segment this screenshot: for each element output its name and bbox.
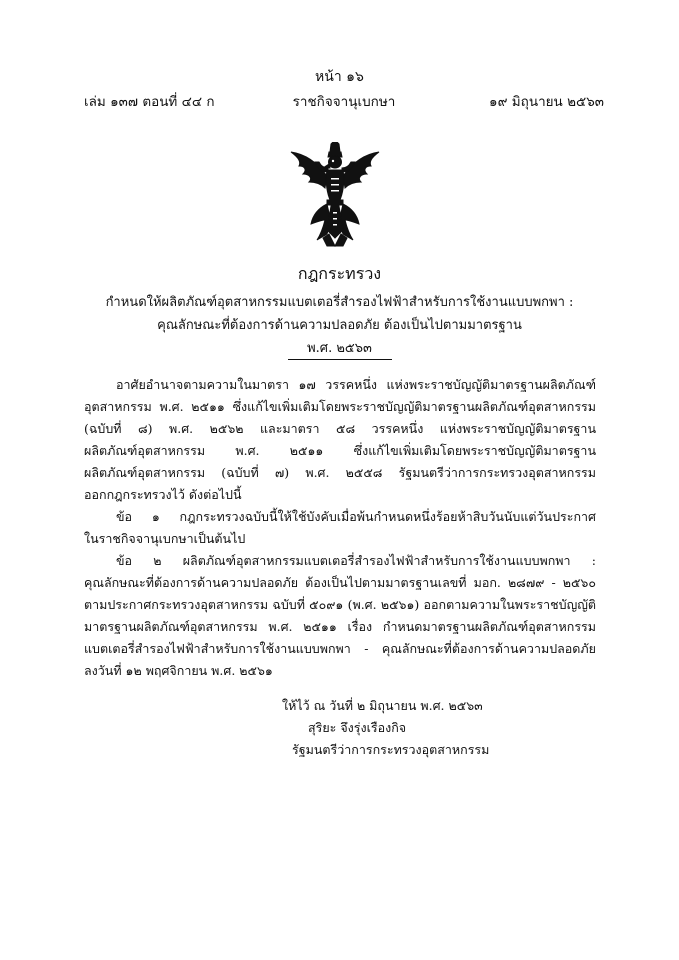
preamble-paragraph — [84, 374, 596, 506]
text-line: (ฉบับที่ ๘) พ.ศ. ๒๕๖๒ และมาตรา ๕๘ วรรคหนึ่ง แห่งพระราชบัญญัติมาตรฐาน — [84, 421, 596, 436]
text-line: ลงวันที่ ๑๒ พฤศจิกายน พ.ศ. ๒๕๖๑ — [84, 663, 273, 678]
signatory-position: รัฐมนตรีว่าการกระทรวงอุตสาหกรรม — [292, 742, 490, 757]
page-number: หน้า ๑๖ — [315, 69, 364, 85]
gazette-name: ราชกิจจานุเบกษา — [292, 94, 396, 110]
text-line: มาตรฐานผลิตภัณฑ์อุตสาหกรรม พ.ศ. ๒๕๑๑ เรื่อง กำหนดมาตรฐานผลิตภัณฑ์อุตสาหกรรม — [84, 619, 596, 634]
clause-2 — [84, 550, 596, 682]
document-title: กฎกระทรวง — [297, 264, 382, 283]
gazette-header — [84, 90, 604, 112]
volume-issue: เล่ม ๑๓๗ ตอนที่ ๔๔ ก — [84, 94, 215, 110]
text-line: ในราชกิจจานุเบกษาเป็นต้นไป — [84, 531, 246, 546]
subtitle-line: คุณลักษณะที่ต้องการด้านความปลอดภัย ต้องเป็นไปตามมาตรฐาน — [157, 318, 522, 333]
text-line: ผลิตภัณฑ์อุตสาหกรรม (ฉบับที่ ๗) พ.ศ. ๒๕๕๘ รัฐมนตรีว่าการกระทรวงอุตสาหกรรม — [84, 465, 596, 480]
text-line: คุณลักษณะที่ต้องการด้านความปลอดภัย ต้องเป็นไปตามมาตรฐานเลขที่ มอก. ๒๘๗๙ - ๒๕๖๐ — [84, 575, 596, 590]
clause-1 — [84, 506, 596, 550]
text-line: อาศัยอำนาจตามความในมาตรา ๑๗ วรรคหนึ่ง แห่งพระราชบัญญัติมาตรฐานผลิตภัณฑ์ — [116, 377, 596, 392]
publication-date: ๑๙ มิถุนายน ๒๕๖๓ — [489, 94, 604, 110]
subtitle-year: พ.ศ. ๒๕๖๓ — [307, 341, 372, 356]
signatory-name: สุริยะ จึงรุ่งเรืองกิจ — [308, 720, 407, 735]
text-line: แบตเตอรี่สำรองไฟฟ้าสำหรับการใช้งานแบบพกพา - คุณลักษณะที่ต้องการด้านความปลอดภัย — [84, 641, 596, 656]
text-line: ออกกฎกระทรวงไว้ ดังต่อไปนี้ — [84, 487, 242, 502]
text-line: ข้อ ๑ กฎกระทรวงฉบับนี้ให้ใช้บังคับเมื่อพ้นกำหนดหนึ่งร้อยห้าสิบวันนับแต่วันประกาศ — [116, 509, 596, 524]
signing-date: ให้ไว้ ณ วันที่ ๒ มิถุนายน พ.ศ. ๒๕๖๓ — [282, 698, 483, 713]
subtitle-line: กำหนดให้ผลิตภัณฑ์อุตสาหกรรมแบตเตอรี่สำรองไฟฟ้าสำหรับการใช้งานแบบพกพา : — [105, 295, 574, 310]
text-line: ผลิตภัณฑ์อุตสาหกรรม พ.ศ. ๒๕๑๑ ซึ่งแก้ไขเพิ่มเติมโดยพระราชบัญญัติมาตรฐาน — [84, 443, 596, 458]
text-line: อุตสาหกรรม พ.ศ. ๒๕๑๑ ซึ่งแก้ไขเพิ่มเติมโดยพระราชบัญญัติมาตรฐานผลิตภัณฑ์อุตสาหกรรม — [84, 399, 596, 414]
garuda-emblem-icon — [287, 142, 383, 248]
text-line: ข้อ ๒ ผลิตภัณฑ์อุตสาหกรรมแบตเตอรี่สำรองไฟฟ้าสำหรับการใช้งานแบบพกพา : — [116, 553, 596, 568]
text-line: ตามประกาศกระทรวงอุตสาหกรรม ฉบับที่ ๕๐๙๑ (พ.ศ. ๒๕๖๑) ออกตามความในพระราชบัญญัติ — [84, 597, 596, 612]
title-divider — [288, 359, 392, 360]
